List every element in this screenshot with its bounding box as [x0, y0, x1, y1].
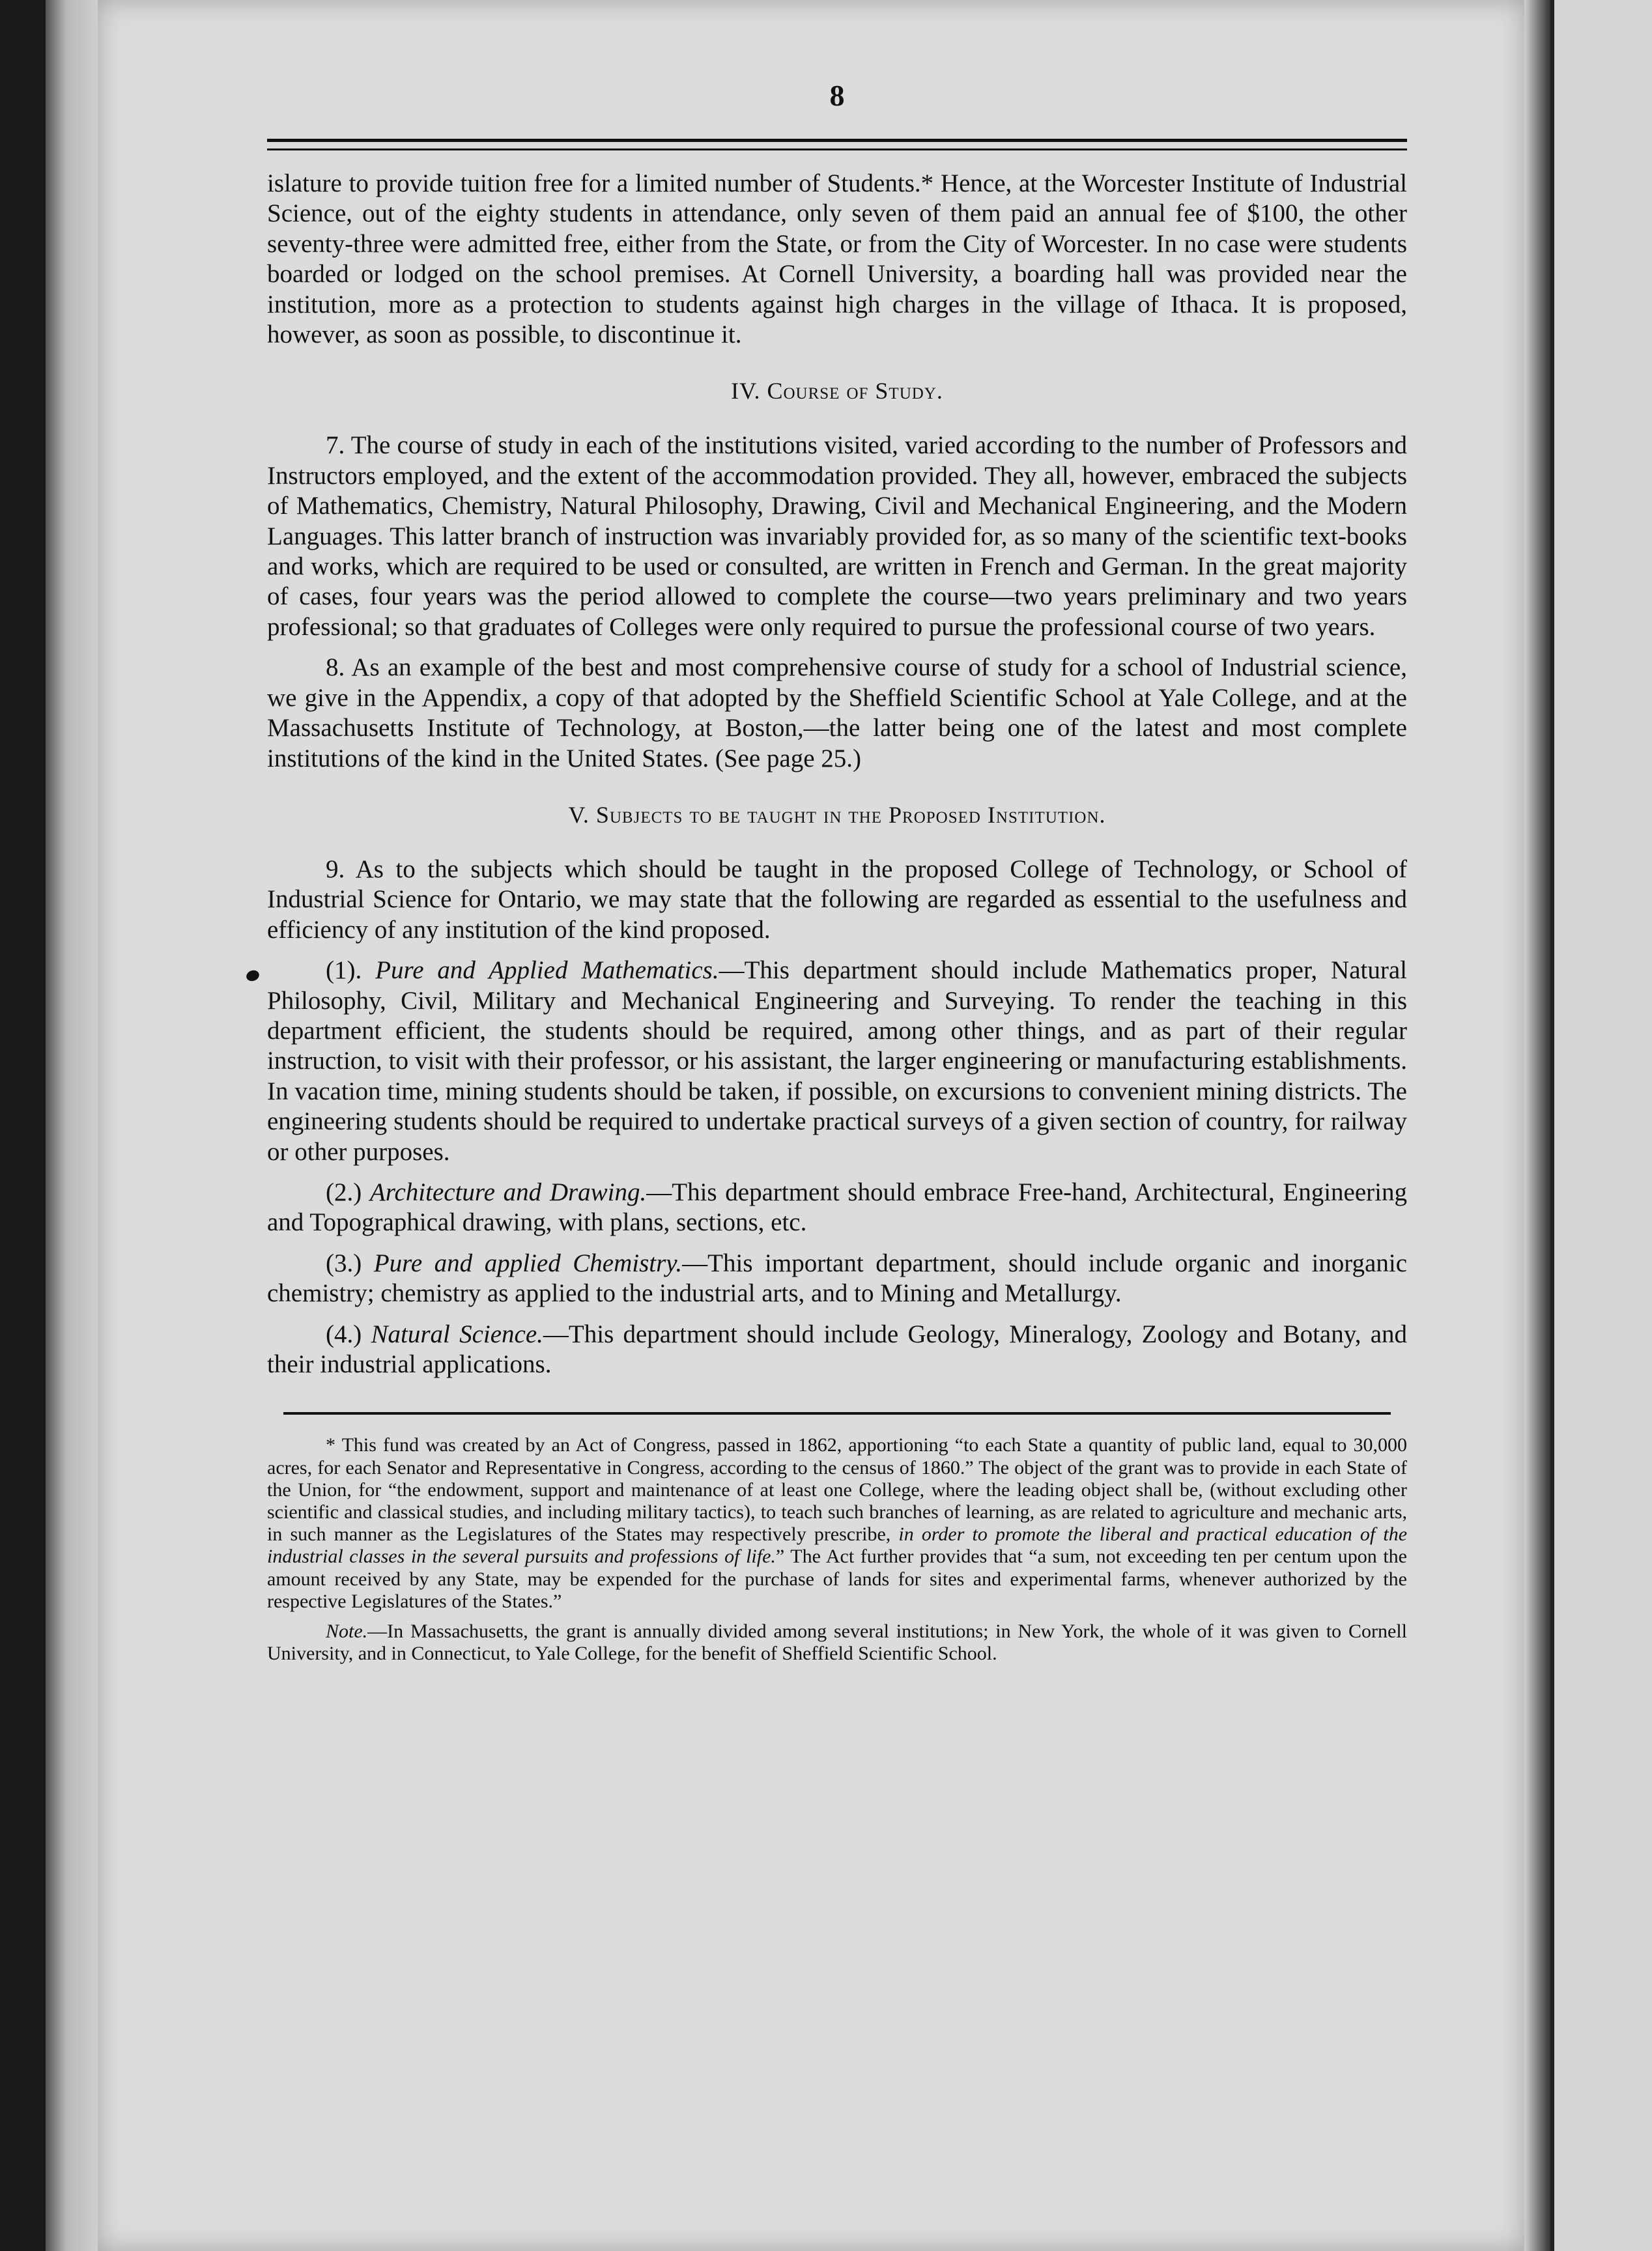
subject-text: —This department should include Mathematics proper, Natural Philosophy, Civil, Military and Mechanical Engineering and Surveying. To render the teaching in this department efficient, the students should be required, among other things, and as part of their regular instruction, to visit with their professor, or his assistant, the larger engineering or manufacturing establishments. In vacation time, mining students should be taken, if possible, on excursions to convenient mining districts. The engineering students should be required to undertake practical surveys of a given section of country, for railway or other purposes.	[267, 956, 1407, 1166]
subject-number: (4.)	[326, 1320, 362, 1348]
header-rule	[267, 139, 1407, 150]
subject-title: Pure and applied Chemistry.	[373, 1249, 683, 1277]
subject-title: Natural Science.	[371, 1320, 543, 1348]
paragraph-7: 7. The course of study in each of the institutions visited, varied according to the number of Professors and Instructors employed, and the extent of the accommodation provided. They all, however, embraced the subjects of Mathematics, Chemistry, Natural Philosophy, Drawing, Civil and Mechanical Engineering, and the Modern Languages. This latter branch of instruction was invariably provided for, as so many of the scientific text-books and works, which are required to be used or consulted, are written in French and German. In the great majority of cases, four years was the period allowed to complete the course—two years preliminary and two years professional; so that graduates of Colleges were only required to pursue the professional course of two years.	[267, 431, 1407, 641]
subject-number: (2.)	[326, 1178, 362, 1206]
binding-shadow-right	[1524, 0, 1550, 2251]
footnote-text-end: ” The Act further provides that “a sum, not exceeding ten per centum upon the amount received by any State, may be expended for the purchase of lands for sites and experimental farms, whenever authorized by the respective Legislatures of the States.”	[267, 1546, 1407, 1612]
section-heading-v: V. Subjects to be taught in the Proposed Institution.	[568, 801, 1106, 828]
section-heading-iv: IV. Course of Study.	[731, 378, 943, 404]
subject-text: —This important department, should include organic and inorganic chemistry; chemistry as applied to the industrial arts, and to Mining and Metallurgy.	[267, 1249, 1408, 1308]
paragraph-8: 8. As an example of the best and most comprehensive course of study for a school of Industrial science, we give in the Appendix, a copy of that adopted by the Sheffield Scientific School at Yale College, and at the Massachusetts Institute of Technology, at Boston,—the latter being one of the latest and most complete institutions of the kind in the United States. (See page 25.)	[267, 653, 1407, 772]
footnote-text: * This fund was created by an Act of Congress, passed in 1862, apportioning “to each State a quantity of public land, equal to 30,000 acres, for each Senator and Representative in Congress, according to the census of 1860.” The object of the grant was to provide in each State of the Union, for “the endowment, support and maintenance of at least one College, where the leading object shall be, (without excluding other scientific and classical studies, and including military tactics), to teach such branches of learning, as are related to agriculture and mechanic arts, in such manner as the Legislatures of the States may respectively prescribe,	[267, 1434, 1407, 1546]
subject-number: (3.)	[326, 1249, 362, 1277]
subject-item-3	[267, 1249, 1407, 1309]
footnote-rule	[283, 1412, 1391, 1415]
paragraph-9: 9. As to the subjects which should be taught in the proposed College of Technology, or School of Industrial Science for Ontario, we may state that the following are regarded as essential to the usefulness and efficiency of any institution of the kind proposed.	[267, 855, 1407, 944]
page-content	[267, 78, 1407, 1665]
subject-item-4	[267, 1320, 1407, 1380]
binding-shadow-left	[46, 0, 98, 2251]
page-number: 8	[829, 79, 845, 112]
subject-item-2	[267, 1178, 1407, 1238]
subject-text: —This department should include Geology, Mineralogy, Zoology and Botany, and their industrial applications.	[267, 1320, 1408, 1378]
subject-title: Pure and Applied Mathematics.	[375, 956, 719, 985]
footnotes	[267, 1434, 1407, 1665]
subject-item-1	[267, 956, 1407, 1167]
adjacent-page-edge	[1550, 0, 1652, 2251]
footnote-note	[267, 1621, 1407, 1665]
subject-text: —This department should embrace Free-hand, Architectural, Engineering and Topographical drawing, with plans, sections, etc.	[267, 1178, 1407, 1237]
subject-number: (1).	[326, 956, 362, 985]
subject-title: Architecture and Drawing.	[369, 1178, 647, 1206]
footnote-italic-text: in order to promote the liberal and practical education of the industrial classes in the several pursuits and professions of life.	[267, 1523, 1408, 1568]
note-text: —In Massachusetts, the grant is annually divided among several institutions; in New York, the whole of it was given to Cornell University, and in Connecticut, to Yale College, for the benefit of Sheffield Scientific School.	[267, 1621, 1407, 1665]
footnote-asterisk	[267, 1434, 1407, 1613]
continued-paragraph: islature to provide tuition free for a limited number of Students.* Hence, at the Worcester Institute of Industrial Science, out of the eighty students in attendance, only seven of them paid an annual fee of $100, the other seventy-three were admitted free, either from the State, or from the City of Worcester. In no case were students boarded or lodged on the school premises. At Cornell University, a boarding hall was provided near the institution, more as a protection to students against high charges in the village of Ithaca. It is proposed, however, as soon as possible, to discontinue it.	[267, 169, 1407, 349]
note-label: Note.	[326, 1621, 368, 1643]
